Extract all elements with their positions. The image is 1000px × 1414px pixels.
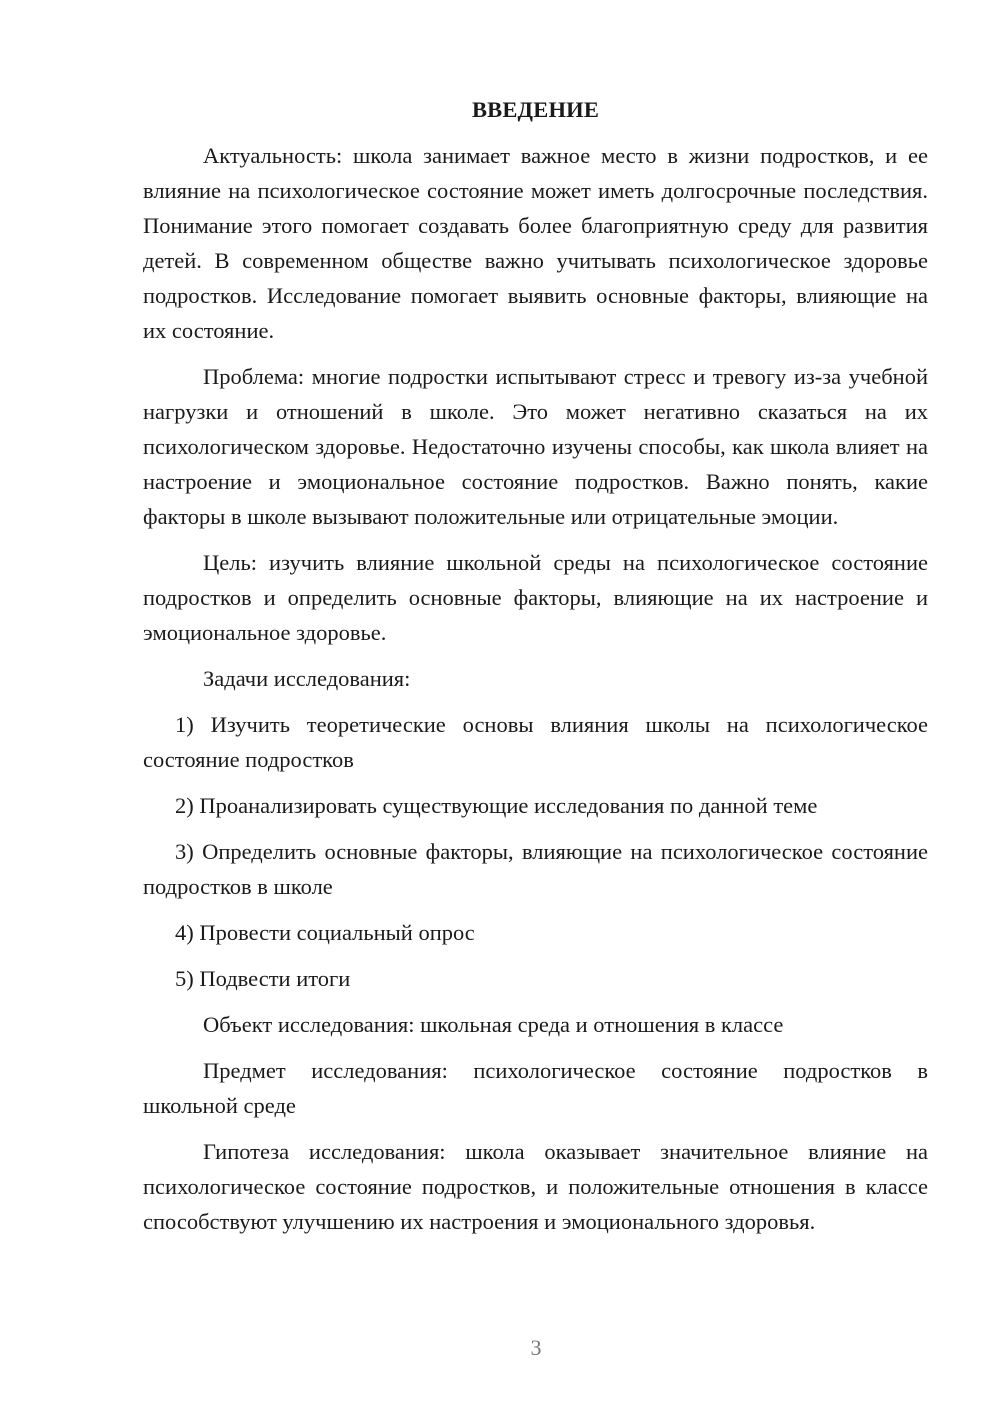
page-title: ВВЕДЕНИЕ [471,97,600,122]
problem-paragraph: Проблема: многие подростки испытывают стресс и тревогу из-за учебной нагрузки и отношений в школе. Это может негативно сказаться на их психологическом здоровье. Недостаточно изучены способы, как школа влияет на настроение и эмоциональное состояние подростков. Важно понять, какие факторы в школе вызывают положительные или отрицательные эмоции. [143,364,928,529]
task-item: 1) Изучить теоретические основы влияния школы на психологическое состояние подростков [143,712,928,772]
tasks-heading: Задачи исследования: [203,666,411,691]
relevance-paragraph: Актуальность: школа занимает важное место в жизни подростков, и ее влияние на психологическое состояние может иметь долгосрочные последствия. Понимание этого помогает создавать более благоприятную среду для развития детей. В современном обществе важно учитывать психологическое здоровье подростков. Исследование помогает выявить основные факторы, влияющие на их состояние. [143,143,928,343]
hypothesis-paragraph: Гипотеза исследования: школа оказывает значительное влияние на психологическое состояние подростков, и положительные отношения в классе способствуют улучшению их настроения и эмоционального здоровья. [143,1139,928,1234]
subject-paragraph: Предмет исследования: психологическое состояние подростков в школьной среде [143,1058,928,1118]
goal-paragraph: Цель: изучить влияние школьной среды на психологическое состояние подростков и определить основные факторы, влияющие на их настроение и эмоциональное здоровье. [143,550,928,645]
document-body [143,92,928,1250]
task-item: 5) Подвести итоги [175,966,351,991]
object-paragraph: Объект исследования: школьная среда и отношения в классе [203,1012,784,1037]
task-item: 2) Проанализировать существующие исследования по данной теме [175,793,818,818]
task-item: 4) Провести социальный опрос [175,920,475,945]
task-item: 3) Определить основные факторы, влияющие на психологическое состояние подростков в школе [143,839,928,899]
page-number: 3 [530,1335,542,1360]
